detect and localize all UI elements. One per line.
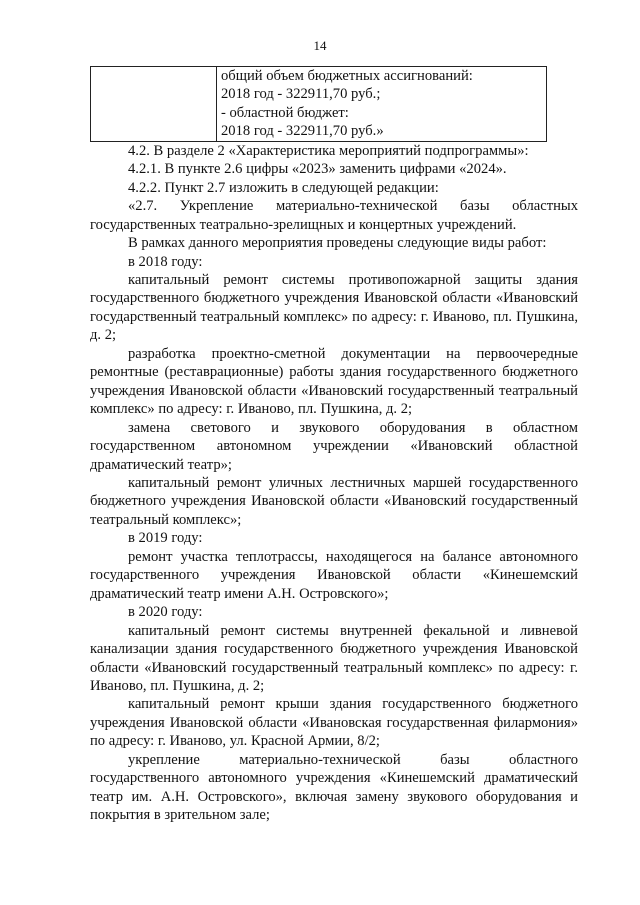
- table-cell-empty: [91, 67, 217, 142]
- table-line: - областной бюджет:: [221, 104, 349, 121]
- table-row: [91, 67, 547, 142]
- table-line: 2018 год - 322911,70 руб.»: [221, 123, 384, 140]
- page-number: 14: [313, 38, 327, 53]
- list-item: замена светового и звукового оборудования в областном государственном автономном учреждении «Ивановский областной драматический театр»;: [90, 419, 578, 473]
- list-item: капитальный ремонт системы противопожарной защиты здания государственного бюджетного учреждения Ивановской области «Ивановский государственный театральный комплекс» по адресу: г. Иваново, пл. Пушкина, д. 2;: [90, 271, 578, 344]
- budget-table: [90, 66, 547, 142]
- list-item: капитальный ремонт крыши здания государственного бюджетного учреждения Ивановской области «Ивановская государственная филармония» по адресу: г. Иваново, ул. Красной Армии, 8/2;: [90, 696, 578, 750]
- list-item: укрепление материально-технической базы областного государственного автономного учреждения «Кинешемский драматический театр им. А.Н. Островского», включая замену звукового оборудования и покрытия в зрительном зале;: [90, 751, 578, 824]
- paragraphs: [90, 142, 578, 825]
- list-item: капитальный ремонт уличных лестничных маршей государственного бюджетного учреждения Ивановской области «Ивановский государственный театральный комплекс»;: [90, 474, 578, 528]
- paragraph-2-7: «2.7. Укрепление материально-технической базы областных государственных театрально-зрелищных и концертных учреждений.: [90, 198, 578, 233]
- paragraph-works-intro: В рамках данного мероприятия проведены следующие виды работ:: [128, 235, 547, 252]
- paragraph-section-4-2: 4.2. В разделе 2 «Характеристика мероприятий подпрограммы»:: [128, 142, 529, 159]
- table-line: 2018 год - 322911,70 руб.;: [221, 86, 381, 103]
- table-line: общий объем бюджетных ассигнований:: [221, 68, 473, 84]
- paragraph-year-2019: в 2019 году:: [128, 530, 203, 547]
- list-item: ремонт участка теплотрассы, находящегося на балансе автономного государственного учреждения Ивановской области «Кинешемский драматический театр имени А.Н. Островского»;: [90, 548, 578, 602]
- table-cell-budget: [217, 67, 547, 142]
- paragraph-4-2-1: 4.2.1. В пункте 2.6 цифры «2023» заменить цифрами «2024».: [128, 161, 507, 178]
- list-item: капитальный ремонт системы внутренней фекальной и ливневой канализации здания государственного бюджетного учреждения Ивановской области «Ивановский государственный театральный комплекс» по адресу: г. Иваново, пл. Пушкина, д. 2;: [90, 622, 578, 694]
- document-body: [90, 66, 578, 825]
- paragraph-4-2-2: 4.2.2. Пункт 2.7 изложить в следующей редакции:: [128, 179, 439, 196]
- paragraph-year-2020: в 2020 году:: [128, 604, 203, 621]
- paragraph-year-2018: в 2018 году:: [128, 253, 203, 270]
- list-item: разработка проектно-сметной документации на первоочередные ремонтные (реставрационные) работы здания государственного бюджетного учреждения Ивановской области «Ивановский государственный театральный комплекс» по адресу: г. Иваново, пл. Пушкина, д. 2;: [90, 345, 578, 418]
